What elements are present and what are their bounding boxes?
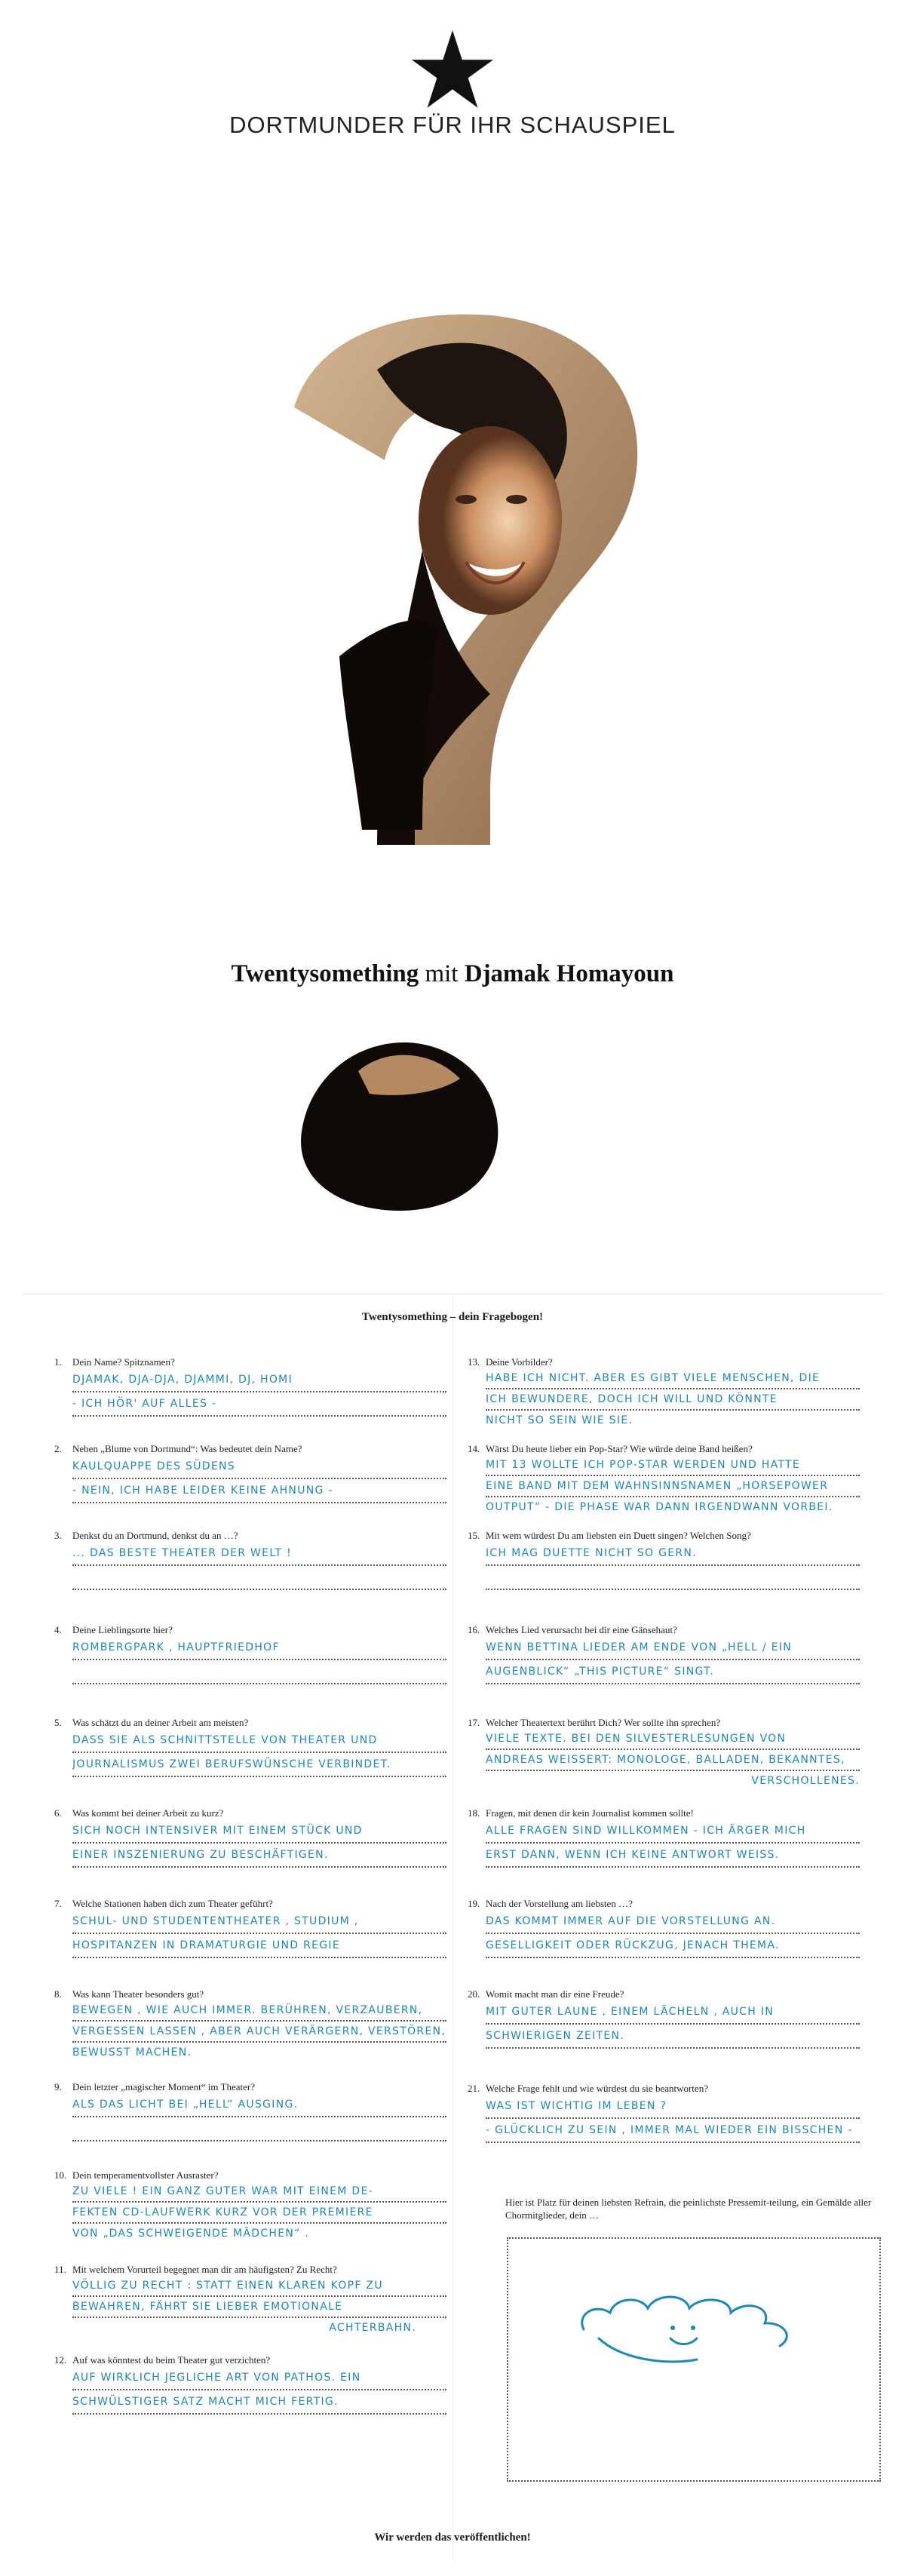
answer-line — [72, 1660, 446, 1684]
question-text: Welche Frage fehlt und wie würdest du sie beantworten? — [486, 2083, 708, 2094]
questionnaire-title: Twentysomething – dein Fragebogen! — [361, 1311, 544, 1323]
question-text: Dein letzter „magischer Moment“ im Theater? — [72, 2081, 255, 2092]
question-text: Nach der Vorstellung am liebsten …? — [486, 1898, 633, 1909]
question-text: Was kann Theater besonders gut? — [72, 1988, 204, 2000]
question-18: 18. Fragen, mit denen dir kein Journalist kommen sollte! ALLE FRAGEN SIND WILLKOMMEN - ICH ÄRGER MICH ERST DANN, WENN ICH KEINE ANTWORT WEISS. — [468, 1807, 860, 1868]
answer-line — [72, 2117, 446, 2142]
answer-line: WAS IST WICHTIG IM LEBEN ? — [486, 2095, 860, 2119]
answer-line: DJAMAK, DJA-DJA, DJAMMI, DJ, HOMI — [72, 1368, 446, 1392]
question-13: 13. Deine Vorbilder? HABE ICH NICHT. ABER ES GIBT VIELE MENSCHEN, DIE ICH BEWUNDERE, DOCH ICH WILL UND KÖNNTE NICHT SO SEIN WIE SIE. — [468, 1356, 860, 1430]
answer-line: ALS DAS LICHT BEI „HELL“ AUSGING. — [72, 2093, 446, 2117]
answer-line: VÖLLIG ZU RECHT : STATT EINEN KLAREN KOPF ZU — [72, 2276, 446, 2297]
answer-line: BEWUSST MACHEN. — [72, 2046, 192, 2059]
refrain-drawing-box — [507, 2237, 881, 2482]
question-7: 7. Welche Stationen haben dich zum Theater geführt? SCHUL- UND STUDENTENTHEATER , STUDIUM , HOSPITANZEN IN DRAMATURGIE UND REGIE — [54, 1898, 446, 1958]
answer-line: MIT 13 WOLLTE ICH POP-STAR WERDEN UND HATTE — [486, 1455, 860, 1476]
answer-line: MIT GUTER LAUNE , EINEM LÄCHELN , AUCH IN — [486, 2000, 860, 2025]
question-4: 4. Deine Lieblingsorte hier? ROMBERGPARK , HAUPTFRIEDHOF — [54, 1624, 446, 1684]
answer-line: AUF WIRKLICH JEGLICHE ART VON PATHOS. EIN — [72, 2366, 446, 2390]
answer-line: VIELE TEXTE. BEI DEN SILVESTERLESUNGEN VON — [486, 1729, 860, 1750]
answer-line: SCHUL- UND STUDENTENTHEATER , STUDIUM , — [72, 1910, 446, 1934]
question-8: 8. Was kann Theater besonders gut? BEWEGEN , WIE AUCH IMMER. BERÜHREN, VERZAUBERN, VERGESSEN LASSEN , ABER AUCH VERÄRGERN, VERSTÖREN, BEWUSST MACHEN. — [54, 1988, 446, 2062]
question-2: 2. Neben „Blume von Dortmund“: Was bedeutet dein Name? KAULQUAPPE DES SÜDENS - NEIN, ICH HABE LEIDER KEINE AHNUNG - — [54, 1443, 446, 1503]
answer-line: WENN BETTINA LIEDER AM ENDE VON „HELL / EIN — [486, 1636, 860, 1660]
answer-line: OUTPUT“ - DIE PHASE WAR DANN IRGENDWANN VORBEI. — [486, 1501, 833, 1513]
question-text: Was schätzt du an deiner Arbeit am meisten? — [72, 1717, 249, 1728]
answer-line: SICH NOCH INTENSIVER MIT EINEM STÜCK UND — [72, 1819, 446, 1844]
headline-connector: mit — [419, 960, 465, 987]
answer-line: ICH MAG DUETTE NICHT SO GERN. — [486, 1542, 860, 1566]
answer-line: KAULQUAPPE DES SÜDENS — [72, 1455, 446, 1479]
questionnaire-footer: Wir werden das veröffentlichen! — [374, 2531, 531, 2544]
answer-line: FEKTEN CD-LAUFWERK KURZ VOR DER PREMIERE — [72, 2203, 446, 2224]
question-10: 10. Dein temperamentvollster Ausraster? ZU VIELE ! EIN GANZ GUTER WAR MIT EINEM DE- FEKTEN CD-LAUFWERK KURZ VOR DER PREMIERE VON „DAS SCHWEIGENDE MÄDCHEN“ . — [54, 2169, 446, 2243]
question-20: 20. Womit macht man dir eine Freude? MIT GUTER LAUNE , EINEM LÄCHELN , AUCH IN SCHWIERIGEN ZEITEN. — [468, 1988, 860, 2049]
question-text: Dein temperamentvollster Ausraster? — [72, 2169, 219, 2181]
smiley-cloud-doodle — [576, 2292, 802, 2367]
answer-line: ZU VIELE ! EIN GANZ GUTER WAR MIT EINEM DE- — [72, 2181, 446, 2203]
answer-line: JOURNALISMUS ZWEI BERUFSWÜNSCHE VERBINDET. — [72, 1753, 446, 1777]
questionnaire-sheet — [23, 1294, 882, 2562]
question-21: 21. Welche Frage fehlt und wie würdest du sie beantworten? WAS IST WICHTIG IM LEBEN ? - GLÜCKLICH ZU SEIN , IMMER MAL WIEDER EIN BISSCHEN - — [468, 2083, 860, 2143]
answer-line: AUGENBLICK“ „THIS PICTURE“ SINGT. — [486, 1660, 860, 1684]
question-9: 9. Dein letzter „magischer Moment“ im Theater? ALS DAS LICHT BEI „HELL“ AUSGING. — [54, 2081, 446, 2142]
answer-line: ANDREAS WEISSERT: MONOLOGE, BALLADEN, BEKANNTES, — [486, 1750, 860, 1771]
question-16: 16. Welches Lied verursacht bei dir eine Gänsehaut? WENN BETTINA LIEDER AM ENDE VON „HELL / EIN AUGENBLICK“ „THIS PICTURE“ SINGT. — [468, 1624, 860, 1684]
answer-line: VON „DAS SCHWEIGENDE MÄDCHEN“ . — [72, 2228, 310, 2240]
question-1: 1. Dein Name? Spitznamen? DJAMAK, DJA-DJA, DJAMMI, DJ, HOMI - ICH HÖR' AUF ALLES - — [54, 1356, 446, 1417]
answer-line: BEWEGEN , WIE AUCH IMMER. BERÜHREN, VERZAUBERN, — [72, 2000, 446, 2022]
question-text: Mit welchem Vorurteil begegnet man dir am häufigsten? Zu Recht? — [72, 2264, 337, 2275]
question-3: 3. Denkst du an Dortmund, denkst du an …? ... DAS BESTE THEATER DER WELT ! — [54, 1530, 446, 1590]
answer-line: DASS SIE ALS SCHNITTSTELLE VON THEATER UND — [72, 1729, 446, 1753]
question-text: Was kommt bei deiner Arbeit zu kurz? — [72, 1807, 224, 1819]
question-text: Welches Lied verursacht bei dir eine Gänsehaut? — [486, 1624, 677, 1635]
answer-line: - GLÜCKLICH ZU SEIN , IMMER MAL WIEDER EIN BISSCHEN - — [486, 2119, 860, 2143]
question-text: Mit wem würdest Du am liebsten ein Duett singen? Welchen Song? — [486, 1530, 751, 1541]
answer-line — [72, 1566, 446, 1590]
answer-line — [486, 1566, 860, 1590]
question-text: Denkst du an Dortmund, denkst du an …? — [72, 1530, 238, 1541]
answer-line: - ICH HÖR' AUF ALLES - — [72, 1392, 446, 1417]
question-19: 19. Nach der Vorstellung am liebsten …? DAS KOMMT IMMER AUF DIE VORSTELLUNG AN. GESELLIGKEIT ODER RÜCKZUG, JENACH THEMA. — [468, 1898, 860, 1958]
question-15: 15. Mit wem würdest Du am liebsten ein Duett singen? Welchen Song? ICH MAG DUETTE NICHT SO GERN. — [468, 1530, 860, 1590]
sheet-fold-line — [452, 1294, 453, 2562]
answer-line: SCHWIERIGEN ZEITEN. — [486, 2025, 860, 2049]
question-text: Auf was könntest du beim Theater gut verzichten? — [72, 2354, 271, 2366]
answer-line: ICH BEWUNDERE, DOCH ICH WILL UND KÖNNTE — [486, 1389, 860, 1411]
answer-line: VERSCHOLLENES. — [751, 1775, 860, 1787]
question-text: Neben „Blume von Dortmund“: Was bedeutet dein Name? — [72, 1443, 302, 1454]
star-icon — [412, 30, 493, 109]
question-12: 12. Auf was könntest du beim Theater gut verzichten? AUF WIRKLICH JEGLICHE ART VON PATHOS. EIN SCHWÜLSTIGER SATZ MACHT MICH FERTIG. — [54, 2354, 446, 2415]
question-6: 6. Was kommt bei deiner Arbeit zu kurz? SICH NOCH INTENSIVER MIT EINEM STÜCK UND EINER INSZENIERUNG ZU BESCHÄFTIGEN. — [54, 1807, 446, 1868]
portrait-question-mark-graphic — [264, 302, 656, 943]
answer-line: BEWAHREN, FÄHRT SIE LIEBER EMOTIONALE — [72, 2297, 446, 2318]
answer-line: ACHTERBAHN. — [329, 2322, 416, 2334]
headline-series: Twentysomething — [231, 960, 419, 987]
answer-line: GESELLIGKEIT ODER RÜCKZUG, JENACH THEMA. — [486, 1934, 860, 1958]
answer-line: - NEIN, ICH HABE LEIDER KEINE AHNUNG - — [72, 1479, 446, 1503]
question-text: Welche Stationen haben dich zum Theater geführt? — [72, 1898, 273, 1909]
article-headline — [0, 960, 905, 988]
question-text: Welcher Theatertext berührt Dich? Wer sollte ihn sprechen? — [486, 1717, 721, 1728]
answer-line: HABE ICH NICHT. ABER ES GIBT VIELE MENSCHEN, DIE — [486, 1368, 860, 1389]
answer-line: ERST DANN, WENN ICH KEINE ANTWORT WEISS. — [486, 1844, 860, 1868]
brand-name: DORTMUNDER FÜR IHR SCHAUSPIEL — [229, 112, 676, 138]
refrain-prompt: Hier ist Platz für deinen liebsten Refrain, die peinlichste Pressemit-teilung, ein Gemälde aller Chormitglieder, dein … — [505, 2197, 872, 2221]
answer-line: DAS KOMMT IMMER AUF DIE VORSTELLUNG AN. — [486, 1910, 860, 1934]
answer-line: ... DAS BESTE THEATER DER WELT ! — [72, 1542, 446, 1566]
question-17: 17. Welcher Theatertext berührt Dich? Wer sollte ihn sprechen? VIELE TEXTE. BEI DEN SILVESTERLESUNGEN VON ANDREAS WEISSERT: MONOLOGE, BALLADEN, BEKANNTES, VERSCHOLLENES. — [468, 1717, 860, 1791]
question-14: 14. Wärst Du heute lieber ein Pop-Star? Wie würde deine Band heißen? MIT 13 WOLLTE ICH POP-STAR WERDEN UND HATTE EINE BAND MIT DEM WAHNSINNSNAMEN „HORSEPOWER OUTPUT“ - DIE PHASE WAR DANN IRGENDWANN VORBEI. — [468, 1443, 860, 1517]
question-5: 5. Was schätzt du an deiner Arbeit am meisten? DASS SIE ALS SCHNITTSTELLE VON THEATER UND JOURNALISMUS ZWEI BERUFSWÜNSCHE VERBINDET. — [54, 1717, 446, 1777]
question-text: Dein Name? Spitznamen? — [72, 1356, 175, 1368]
answer-line: SCHWÜLSTIGER SATZ MACHT MICH FERTIG. — [72, 2390, 446, 2415]
answer-line: EINER INSZENIERUNG ZU BESCHÄFTIGEN. — [72, 1844, 446, 1868]
answer-line: ALLE FRAGEN SIND WILLKOMMEN - ICH ÄRGER MICH — [486, 1819, 860, 1844]
question-text: Deine Vorbilder? — [486, 1356, 553, 1368]
question-11: 11. Mit welchem Vorurteil begegnet man dir am häufigsten? Zu Recht? VÖLLIG ZU RECHT : STATT EINEN KLAREN KOPF ZU BEWAHREN, FÄHRT SIE LIEBER EMOTIONALE ACHTERBAHN. — [54, 2264, 446, 2338]
question-mark-dot-graphic — [287, 1026, 513, 1214]
answer-line: ROMBERGPARK , HAUPTFRIEDHOF — [72, 1636, 446, 1660]
answer-line: EINE BAND MIT DEM WAHNSINNSNAMEN „HORSEPOWER — [486, 1476, 860, 1497]
headline-name: Djamak Homayoun — [464, 960, 674, 987]
question-text: Womit macht man dir eine Freude? — [486, 1988, 624, 2000]
answer-line: VERGESSEN LASSEN , ABER AUCH VERÄRGERN, VERSTÖREN, — [72, 2022, 446, 2043]
answer-line: HOSPITANZEN IN DRAMATURGIE UND REGIE — [72, 1934, 446, 1958]
question-text: Wärst Du heute lieber ein Pop-Star? Wie würde deine Band heißen? — [486, 1443, 753, 1454]
answer-line: NICHT SO SEIN WIE SIE. — [486, 1414, 634, 1426]
question-text: Fragen, mit denen dir kein Journalist kommen sollte! — [486, 1807, 694, 1819]
question-text: Deine Lieblingsorte hier? — [72, 1624, 173, 1635]
